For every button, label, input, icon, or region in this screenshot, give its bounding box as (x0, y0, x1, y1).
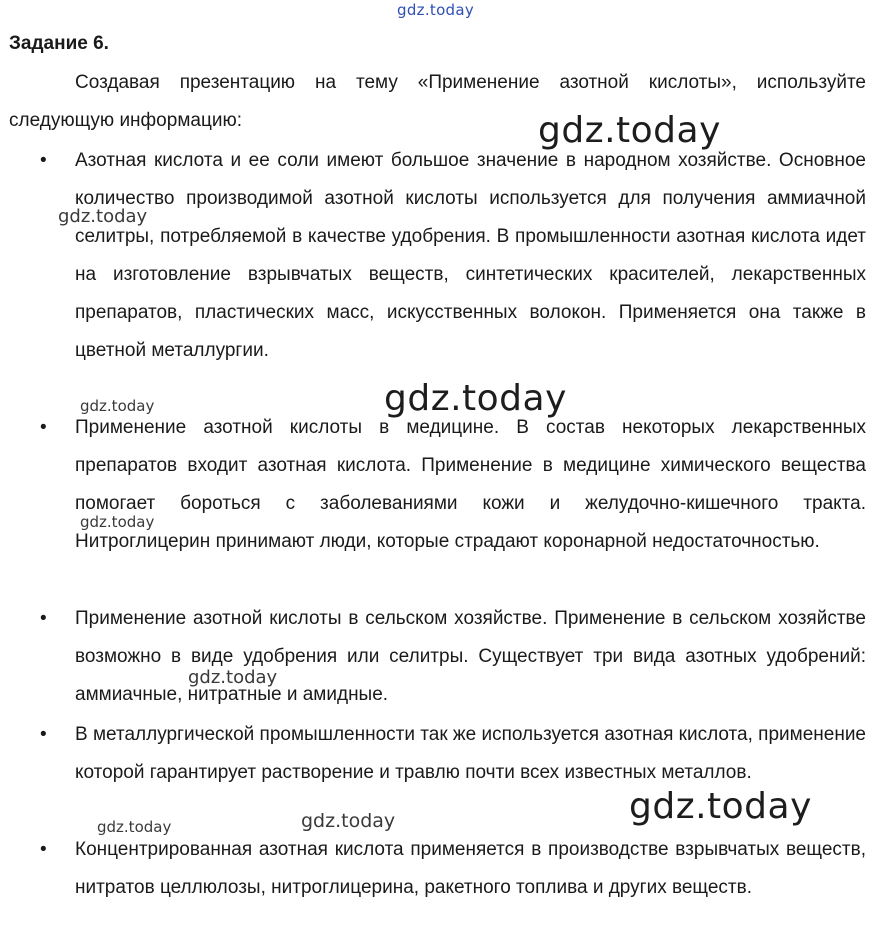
list-item-text: Применение азотной кислоты в сельском хозяйстве. Применение в сельском хозяйстве возможно в виде удобрения или селитры. Существует три вида азотных удобрений: аммиачные, нитратные и амидные. (75, 608, 866, 705)
list-item (40, 831, 866, 907)
watermark-small: gdz.today (80, 513, 155, 531)
watermark-large: gdz.today (629, 786, 812, 827)
watermark-small: gdz.today (58, 206, 148, 227)
list-item-text: Применение азотной кислоты в медицине. В состав некоторых лекарственных препаратов входит азотная кислота. Применение в медицине химического вещества помогает бороться с заболеваниями кожи и желудочно-кишечного тракта. Нитроглицерин принимают люди, которые страдают коронарной недостаточностью. (75, 417, 866, 552)
watermark-large: gdz.today (384, 378, 567, 419)
watermark-small: gdz.today (301, 810, 396, 832)
bullet-icon: • (40, 839, 47, 860)
watermark-top: gdz.today (397, 1, 475, 19)
task-title: Задание 6. (9, 33, 109, 54)
bullet-icon: • (40, 608, 47, 629)
bullet-icon: • (40, 150, 47, 171)
watermark-small: gdz.today (97, 818, 172, 836)
list-item-text: В металлургической промышленности так же используется азотная кислота, применение которой гарантирует растворение и травлю почти всех известных металлов. (75, 724, 866, 783)
watermark-small: gdz.today (80, 397, 155, 415)
list-item (40, 716, 866, 792)
watermark-small: gdz.today (188, 667, 278, 688)
bullet-icon: • (40, 417, 47, 438)
list-item (40, 600, 866, 714)
intro-paragraph: Создавая презентацию на тему «Применение азотной кислоты», используйте следующую информацию: (9, 72, 866, 131)
list-item (40, 142, 866, 370)
bullet-icon: • (40, 724, 47, 745)
watermark-large: gdz.today (538, 110, 721, 151)
list-item (40, 409, 866, 561)
list-item-text: Концентрированная азотная кислота применяется в производстве взрывчатых веществ, нитратов целлюлозы, нитроглицерина, ракетного топлива и других веществ. (75, 839, 866, 898)
list-item-text: Азотная кислота и ее соли имеют большое значение в народном хозяйстве. Основное количество производимой азотной кислоты используется для получения аммиачной селитры, потребляемой в качестве удобрения. В промышленности азотная кислота идет на изготовление взрывчатых веществ, синтетических красителей, лекарственных препаратов, пластических масс, искусственных волокон. Применяется она также в цветной металлургии. (75, 150, 866, 361)
